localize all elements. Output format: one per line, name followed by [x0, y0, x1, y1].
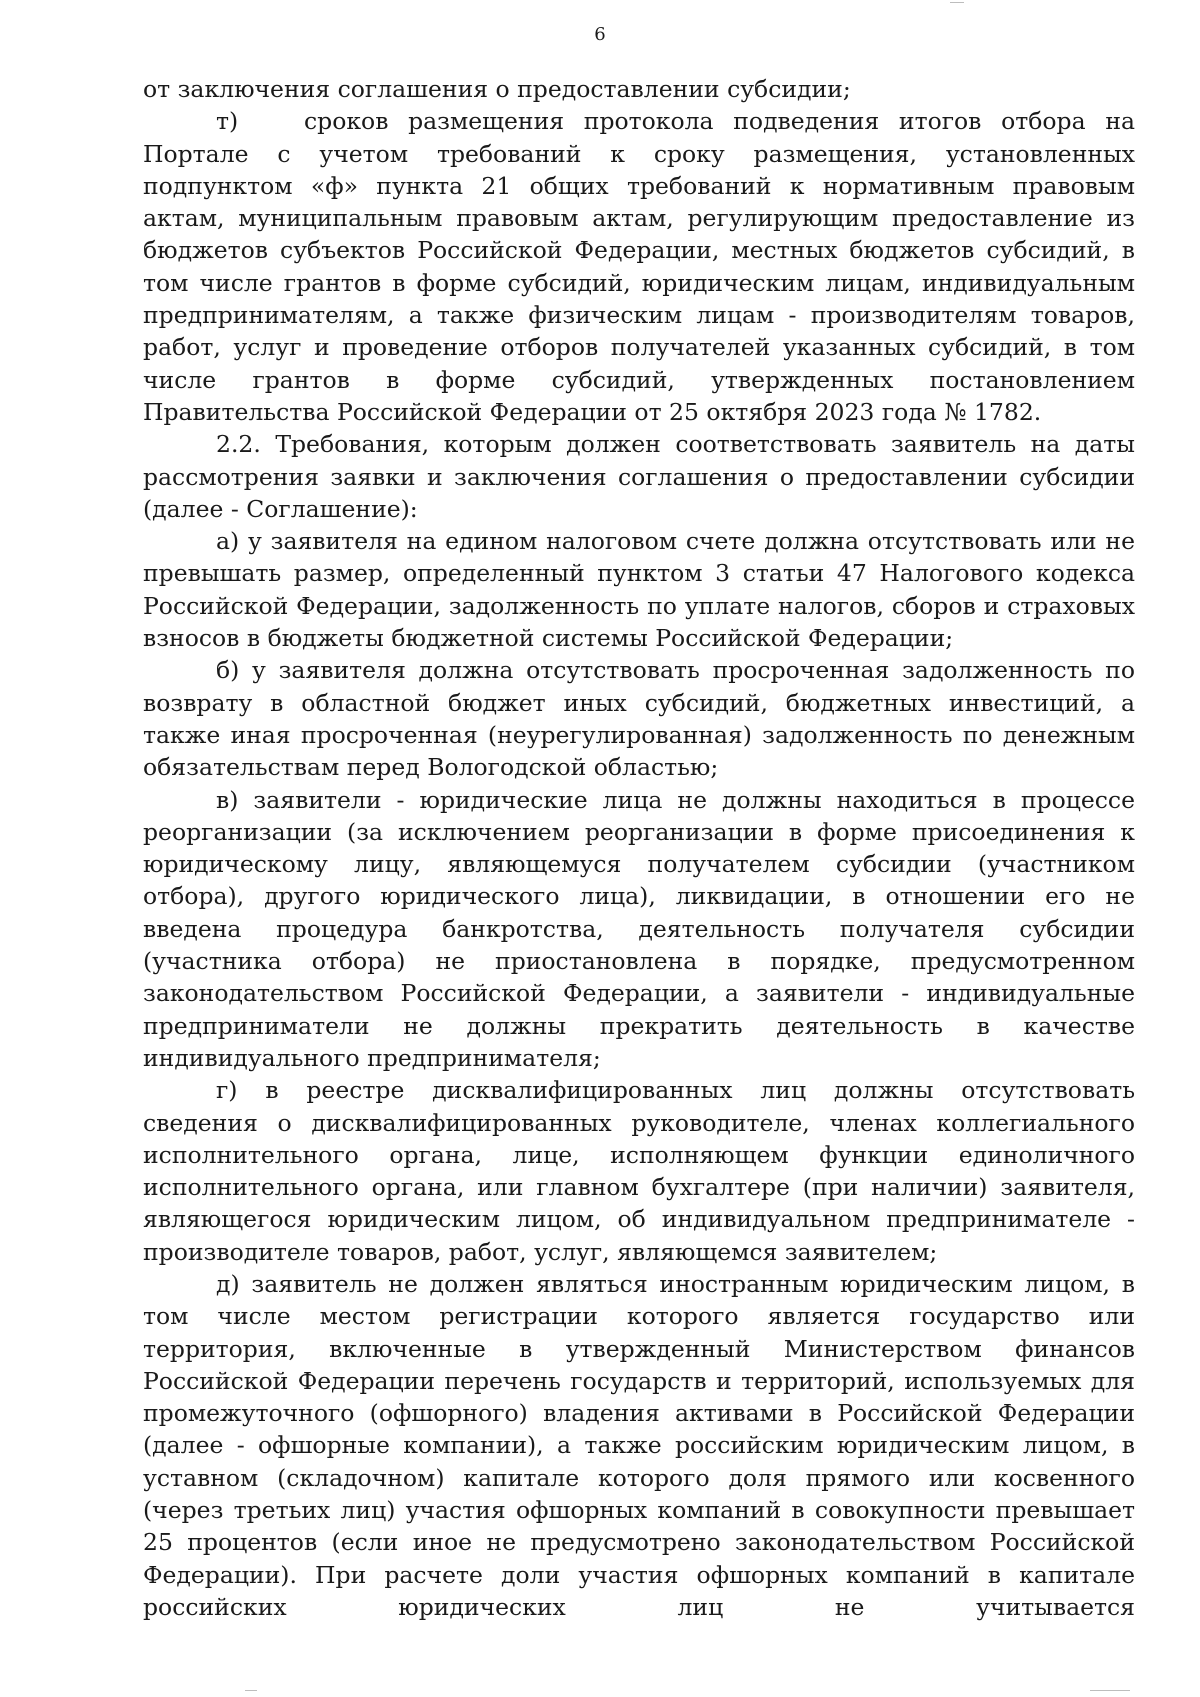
scan-artifact	[950, 2, 964, 3]
list-item-d	[143, 1268, 1135, 1623]
scan-artifact	[1090, 1690, 1130, 1691]
list-marker: т)	[216, 107, 239, 136]
list-item-g	[143, 1074, 1135, 1268]
paragraph-text: а) у заявителя на едином налоговом счете должна отсутствовать или не превышать размер, определенный пунктом 3 статьи 47 Налогового кодекса Российской Федерации, задолженность по уплате налогов, сборов и страховых взносов в бюджеты бюджетной системы Российской Федерации;	[143, 527, 1135, 653]
list-item-t	[143, 105, 1135, 428]
paragraph-text: сроков размещения протокола подведения итогов отбора на Портале с учетом требований к сроку размещения, установленных подпунктом «ф» пункта 21 общих требований к нормативным правовым актам, муниципальным правовым актам, регулирующим предоставление из бюджетов субъектов Российской Федерации, местных бюджетов субсидий, в том числе грантов в форме субсидий, юридическим лицам, индивидуальным предпринимателям, а также физическим лицам - производителям товаров, работ, услуг и проведение отборов получателей указанных субсидий, в том числе грантов в форме субсидий, утвержденных постановлением Правительства Российской Федерации от 25 октября 2023 года № 1782.	[143, 107, 1135, 426]
paragraph-text: в) заявители - юридические лица не должны находиться в процессе реорганизации (за исключением реорганизации в форме присоединения к юридическому лицу, являющемуся получателем субсидии (участником отбора), другого юридического лица), ликвидации, в отношении его не введена процедура банкротства, деятельность получателя субсидии (участника отбора) не приостановлена в порядке, предусмотренном законодательством Российской Федерации, а заявители - индивидуальные предприниматели не должны прекратить деятельность в качестве индивидуального предпринимателя;	[143, 785, 1135, 1072]
list-item-v	[143, 784, 1135, 1075]
paragraph-text: от заключения соглашения о предоставлении субсидии;	[143, 75, 851, 103]
paragraph-text: б) у заявителя должна отсутствовать просроченная задолженность по возврату в областной бюджет иных субсидий, бюджетных инвестиций, а также иная просроченная (неурегулированная) задолженность по денежным обязательствам перед Вологодской областью;	[143, 656, 1135, 782]
paragraph-text: 2.2. Требования, которым должен соответствовать заявитель на даты рассмотрения заявки и заключения соглашения о предоставлении субсидии (далее - Соглашение):	[143, 430, 1135, 523]
list-item-b	[143, 654, 1135, 783]
paragraph-text: д) заявитель не должен являться иностранным юридическим лицом, в том числе местом регистрации которого является государство или территория, включенные в утвержденный Министерством финансов Российской Федерации перечень государств и территорий, используемых для промежуточного (офшорного) владения активами в Российской Федерации (далее - офшорные компании), а также российским юридическим лицом, в уставном (складочном) капитале которого доля прямого или косвенного (через третьих лиц) участия офшорных компаний в совокупности превышает 25 процентов (если иное не предусмотрено законодательством Российской Федерации). При расчете доли участия офшорных компаний в капитале российских юридических лиц не учитывается	[143, 1269, 1135, 1621]
scan-artifact	[245, 1690, 257, 1691]
section-2-2-paragraph	[143, 428, 1135, 525]
paragraph-text: г) в реестре дисквалифицированных лиц должны отсутствовать сведения о дисквалифицированных руководителе, членах коллегиального исполнительного органа, лице, исполняющем функции единоличного исполнительного органа, или главном бухгалтере (при наличии) заявителя, являющегося юридическим лицом, об индивидуальном предпринимателе - производителе товаров, работ, услуг, являющемся заявителем;	[143, 1076, 1135, 1266]
list-item-a	[143, 525, 1135, 654]
paragraph-continuation	[143, 73, 1135, 105]
document-body	[143, 73, 1135, 1623]
page-number: 6	[594, 24, 606, 45]
